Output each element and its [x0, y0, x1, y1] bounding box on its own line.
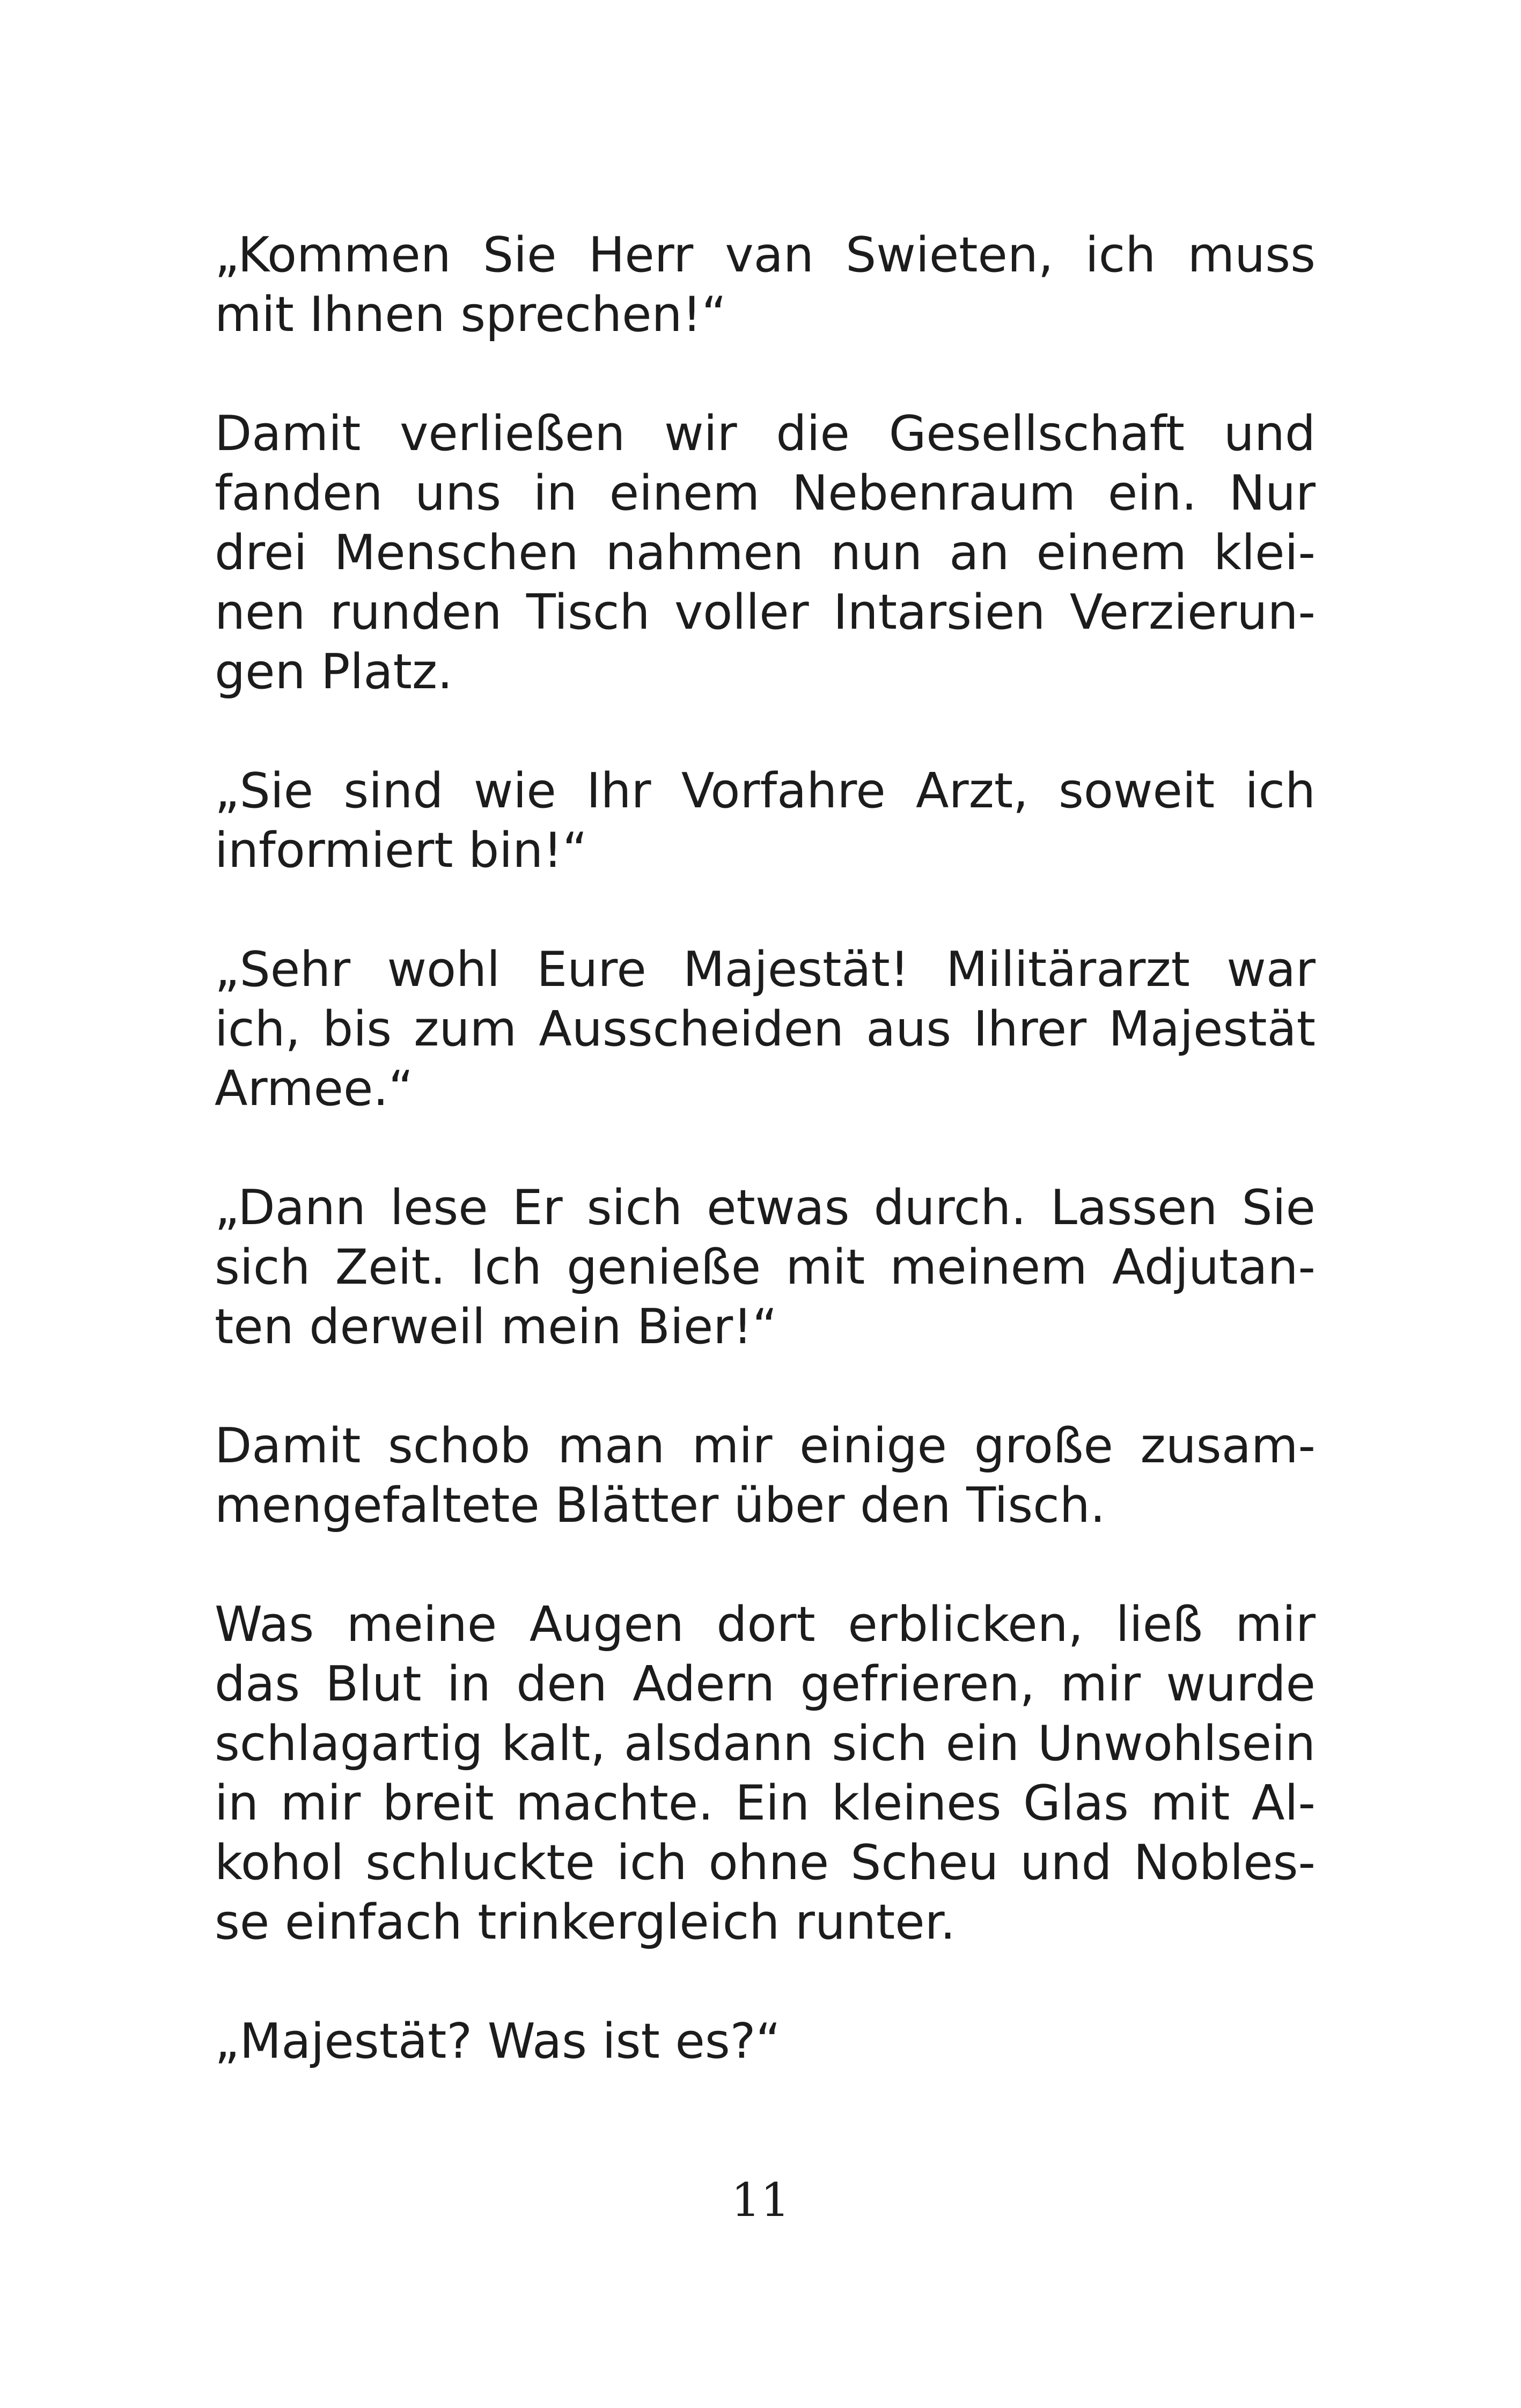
- paragraph: [215, 761, 1316, 880]
- text-line: ich, bis zum Ausscheiden aus Ihrer Majestät: [215, 1001, 1316, 1057]
- paragraph: [215, 1178, 1316, 1357]
- paragraph: [215, 1595, 1316, 1952]
- text-line: „Dann lese Er sich etwas durch. Lassen Sie: [215, 1180, 1316, 1236]
- text-line: „Kommen Sie Herr van Swieten, ich muss: [215, 227, 1316, 283]
- page-body: [215, 225, 1316, 2131]
- paragraph: [215, 1416, 1316, 1535]
- paragraph: [215, 404, 1316, 702]
- paragraph: [215, 940, 1316, 1118]
- paragraph: [215, 225, 1316, 344]
- text-line: sich Zeit. Ich genieße mit meinem Adjutan-: [215, 1239, 1316, 1295]
- text-line: fanden uns in einem Nebenraum ein. Nur: [215, 465, 1316, 521]
- paragraph: [215, 2012, 1316, 2071]
- text-line: ten derweil mein Bier!“: [215, 1299, 777, 1355]
- text-line: mengefaltete Blätter über den Tisch.: [215, 1477, 1106, 1534]
- text-line: Armee.“: [215, 1061, 414, 1117]
- text-line: Damit schob man mir einige große zusam-: [215, 1418, 1316, 1474]
- text-line: kohol schluckte ich ohne Scheu und Nobles-: [215, 1835, 1316, 1891]
- text-line: gen Platz.: [215, 644, 453, 700]
- text-line: informiert bin!“: [215, 822, 588, 879]
- text-line: Was meine Augen dort erblicken, ließ mir: [215, 1596, 1316, 1653]
- text-line: se einfach trinkergleich runter.: [215, 1894, 956, 1950]
- text-line: Damit verließen wir die Gesellschaft und: [215, 406, 1316, 462]
- text-line: mit Ihnen sprechen!“: [215, 286, 727, 343]
- text-line: nen runden Tisch voller Intarsien Verzierun-: [215, 584, 1316, 640]
- text-line: „Sehr wohl Eure Majestät! Militärarzt war: [215, 941, 1316, 998]
- text-line: in mir breit machte. Ein kleines Glas mit Al-: [215, 1775, 1316, 1831]
- page-number: 11: [731, 2174, 790, 2227]
- text-line: drei Menschen nahmen nun an einem klei-: [215, 525, 1316, 581]
- text-line: das Blut in den Adern gefrieren, mir wurde: [215, 1656, 1316, 1712]
- text-line: „Sie sind wie Ihr Vorfahre Arzt, soweit ich: [215, 763, 1316, 819]
- text-line: schlagartig kalt, alsdann sich ein Unwohlsein: [215, 1715, 1316, 1772]
- text-line: „Majestät? Was ist es?“: [215, 2013, 781, 2070]
